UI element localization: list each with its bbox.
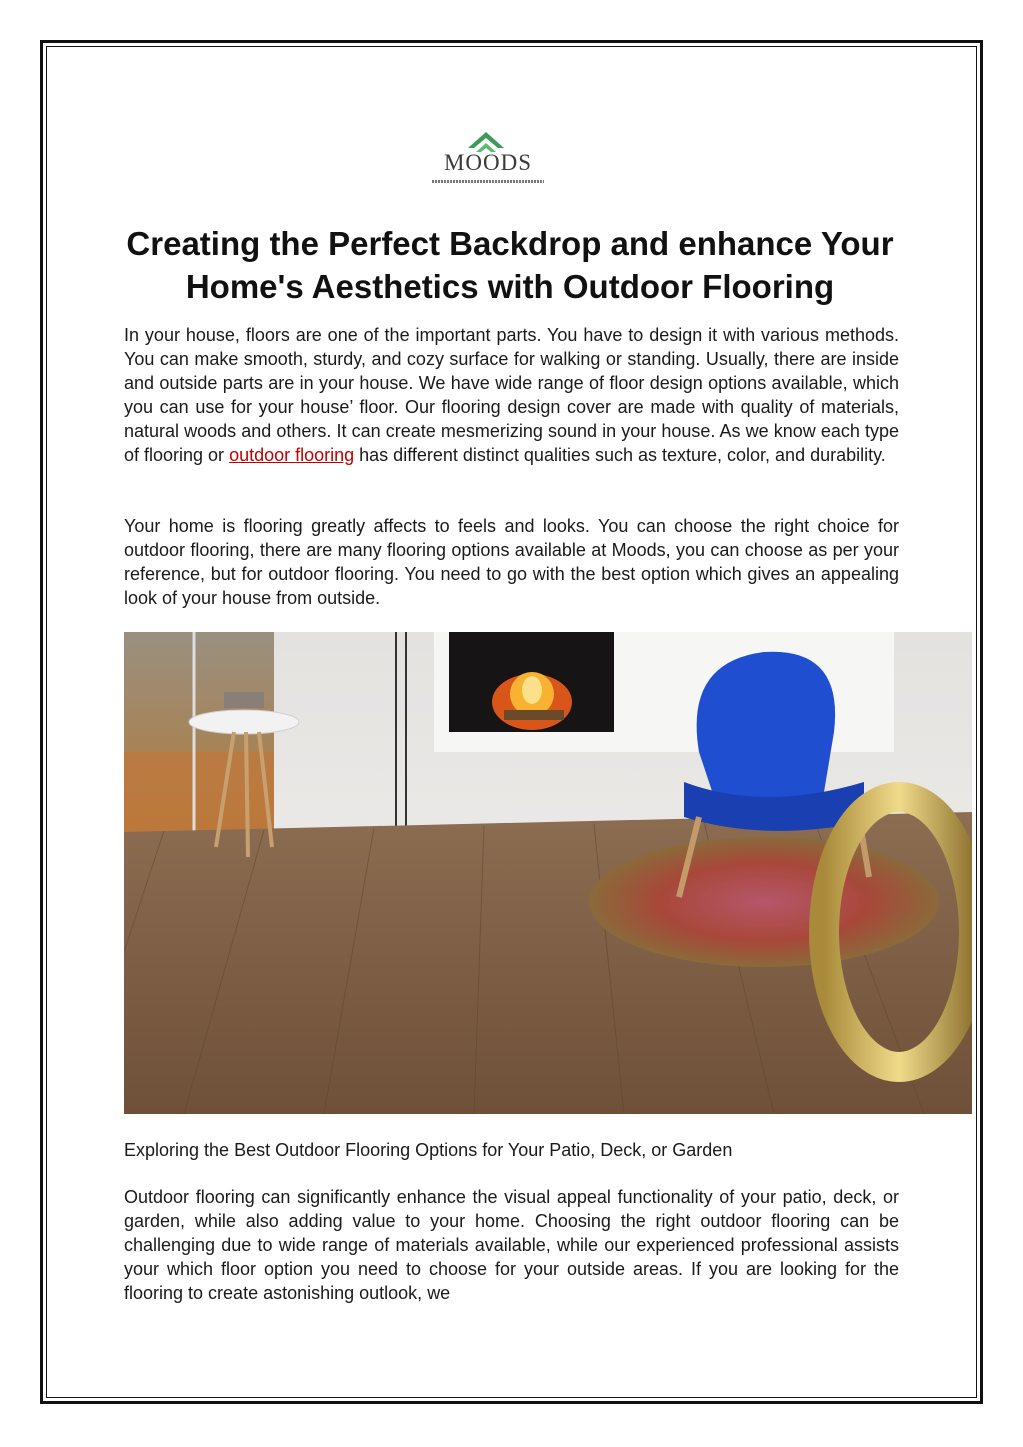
intro-text-before-link: In your house, floors are one of the important parts. You have to design it with various methods. You can make smooth, sturdy, and cozy surface for walking or standing. Usually, there are inside and outside parts are in your house. We have wide range of floor design options available, which you can use for your house’ floor. Our flooring design cover are made with quality of materials, natural woods and others. It can create mesmerizing sound in your house. As we know each type of flooring or (124, 325, 899, 465)
second-paragraph: Your home is flooring greatly affects to feels and looks. You can choose the right choice for outdoor flooring, there are many flooring options available at Moods, you can choose as per your reference, but for outdoor flooring. You need to go with the best option which gives an appealing look of your house from outside. (124, 516, 899, 608)
outdoor-flooring-link[interactable]: outdoor flooring (229, 445, 355, 465)
section-subheading: Exploring the Best Outdoor Flooring Options for Your Patio, Deck, or Garden (124, 1140, 733, 1160)
intro-paragraph (124, 323, 899, 467)
living-room-floor-photo (124, 632, 972, 1114)
logo-wordmark: MOODS (443, 150, 533, 175)
third-paragraph: Outdoor flooring can significantly enhance the visual appeal functionality of your patio, deck, or garden, while also adding value to your home. Choosing the right outdoor flooring can be challenging due to wide range of materials available, while our experienced professional assists your which floor option you need to choose for your outside areas. If you are looking for the flooring to create astonishing outlook, we (124, 1187, 899, 1303)
page-title: Creating the Perfect Backdrop and enhance Your Home's Aesthetics with Outdoor Flooring (126, 225, 894, 305)
intro-text-after-link: has different distinct qualities such as texture, color, and durability. (354, 445, 886, 465)
moods-logo (428, 126, 548, 190)
logo-tagline (432, 180, 544, 183)
